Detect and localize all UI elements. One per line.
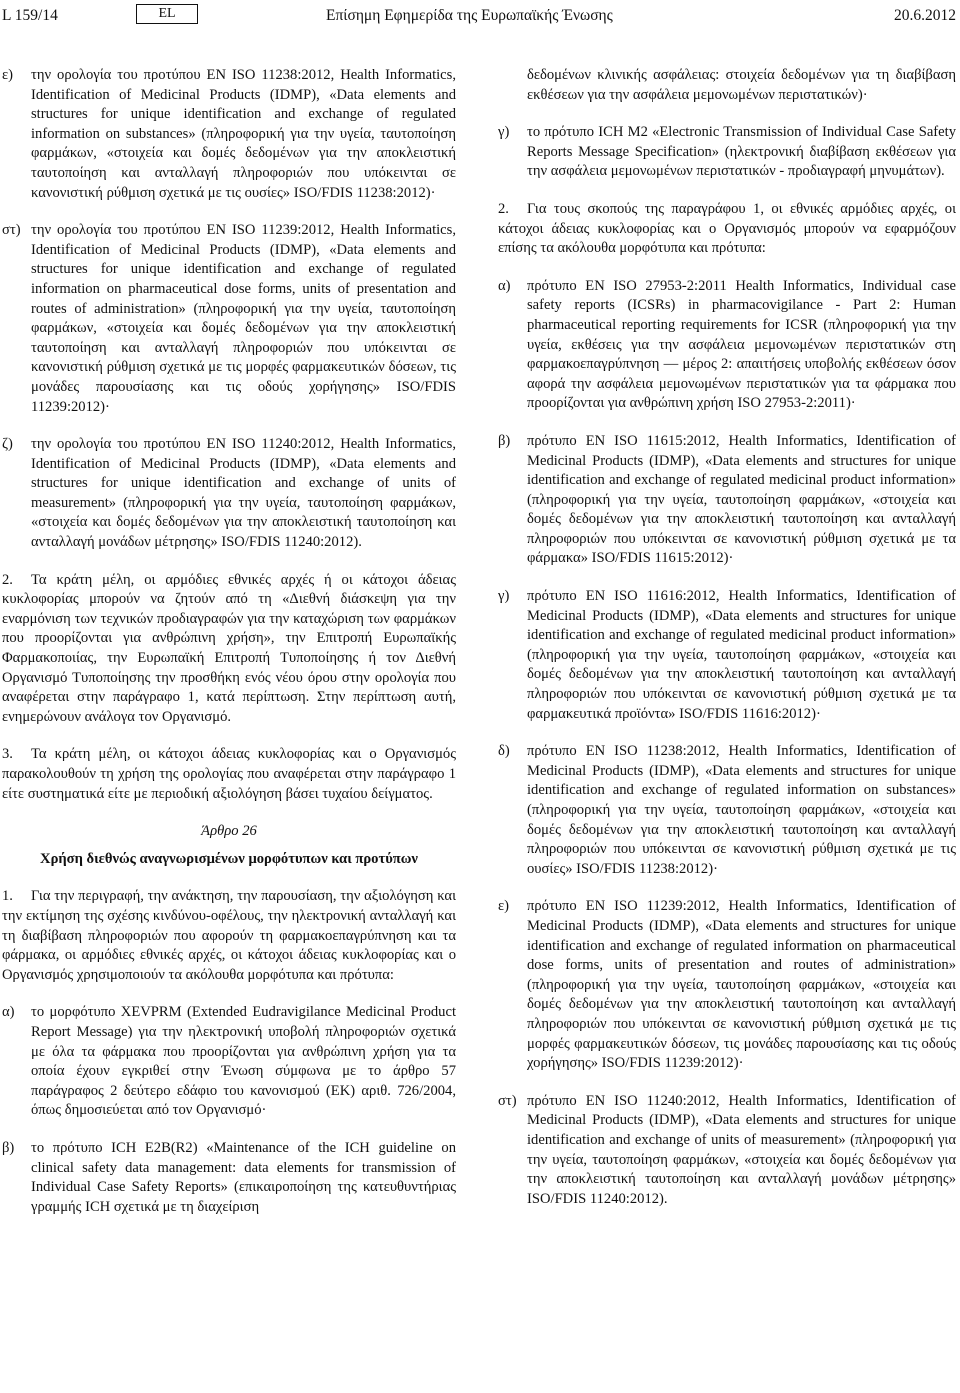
item-text: πρότυπο EN ISO 27953-2:2011 Health Informatics, Individual case safety reports (ICSRs) in pharmacovigilance - Part 2: Human pharmaceutical reporting requirements for ICSR (πληροφορική για την υγεία, εκθέσεις για την ασφάλεια μεμονωμένων περιστατικών στη φαρμακοεπαγρύπνηση — μέρος 2: απαιτήσεις υποβολής εκθέσεων όσον αφορά την ασφάλεια μεμονωμένων περιστατικών για τα φάρμακα που προορίζονται για ανθρώπινη χρήση ISO 27953-2:2011)· <box>527 277 956 412</box>
paragraph-number: 1. <box>2 888 13 905</box>
journal-title: Επίσημη Εφημερίδα της Ευρωπαϊκής Ένωσης <box>326 7 613 24</box>
item-label: στ) <box>2 222 21 239</box>
item-text: την ορολογία του προτύπου EN ISO 11240:2012, Health Informatics, Identification of Medicinal Products (IDMP), «Data elements and structures for unique identification and exchange of units of measurement» (πληροφορική για την υγεία, ταυτοποίηση φαρμάκων, «στοιχεία και δομές δεδομένων για την αποκλειστική ταυτοποίηση και ανταλλαγή μονάδων μέτρησης» ISO/FDIS 11240:2012). <box>31 436 456 551</box>
list-item <box>498 1092 956 1210</box>
language-badge: EL <box>136 4 198 24</box>
item-text: το πρότυπο ICH E2B(R2) «Maintenance of the ICH guideline on clinical safety data management: data elements for transmission of Individual Case Safety Reports» (επικαιροποίηση της κατευθυντήριας γραμμής ICH σχετικά με τη διαχείριση <box>31 1139 456 1215</box>
list-item <box>2 221 456 417</box>
paragraph-text: Τα κράτη μέλη, οι κάτοχοι άδειας κυκλοφορίας και ο Οργανισμός παρακολουθούν τη χρήση της ορολογίας που αναφέρεται στην παράγραφο 1 είτε συστηματικά είτε με περιοδική αξιολόγηση βάσει τυχαίου δείγματος. <box>2 746 456 802</box>
paragraph-text: Για την περιγραφή, την ανάκτηση, την παρουσίαση, την αξιολόγηση και την εκτίμηση της σχέσης κινδύνου-οφέλους, την ηλεκτρονική ανταλλαγή και τη διαβίβαση πληροφοριών που αφορούν τη φαρμακοεπαγρύπνηση και τα φάρμακα, οι αρμόδιες εθνικές αρχές, οι κάτοχοι άδειας κυκλοφορίας και ο Οργανισμός χρησιμοποιούν τα ακόλουθα μορφότυπα και πρότυπα: <box>2 888 456 983</box>
item-label: στ) <box>498 1092 517 1109</box>
item-text: το πρότυπο ICH M2 «Electronic Transmission of Individual Case Safety Reports Message Specification» (ηλεκτρονική διαβίβαση εκθέσεων για την ασφάλεια μεμονωμένων περιστατικών - προδιαγραφή μηνυμάτων). <box>527 124 956 180</box>
article-title: Χρήση διεθνώς αναγνωρισμένων μορφότυπων και προτύπων <box>40 850 418 867</box>
page-reference: L 159/14 <box>2 7 58 24</box>
item-text: πρότυπο EN ISO 11616:2012, Health Informatics, Identification of Medicinal Products (IDMP), «Data elements and structures for unique identification and exchange of regulated medicinal product information» (πληροφορική για την υγεία, ταυτοποίηση φαρμάκων, «στοιχεία και δομές δεδομένων για την αποκλειστική ταυτοποίηση και ανταλλαγή πληροφοριών που υπόκεινται σε κανονιστική ρύθμιση σχετικά με τα φαρμακευτικά προϊόντα» ISO/FDIS 11616:2012)· <box>527 588 956 722</box>
item-label: α) <box>2 1004 15 1021</box>
item-text: πρότυπο EN ISO 11615:2012, Health Informatics, Identification of Medicinal Products (IDMP), «Data elements and structures for unique identification and exchange of regulated medicinal product information» (πληροφορική για την υγεία, ταυτοποίηση φαρμάκων, «στοιχεία και δομές δεδομένων για την αποκλειστική ταυτοποίηση και ανταλλαγή πληροφοριών που υπόκεινται σε κανονιστική ρύθμιση σχετικά με τα φάρμακα» ISO/FDIS 11615:2012)· <box>527 432 956 567</box>
item-label: β) <box>498 432 511 449</box>
list-item <box>2 1003 456 1121</box>
list-item-continuation <box>498 66 956 105</box>
list-item <box>498 432 956 569</box>
paragraph-number: 2. <box>498 200 509 217</box>
article-number: Άρθρο 26 <box>201 823 257 840</box>
item-label: ε) <box>498 898 509 915</box>
item-label: ε) <box>2 67 13 83</box>
list-item <box>498 742 956 879</box>
paragraph-text: Για τους σκοπούς της παραγράφου 1, οι εθνικές αρμόδιες αρχές, οι κάτοχοι άδειας κυκλοφορίας και ο Οργανισμός μπορούν να εφαρμόζουν επίσης τα ακόλουθα μορφότυπα και πρότυπα: <box>498 200 956 257</box>
item-label: γ) <box>498 124 510 141</box>
paragraph <box>2 887 456 985</box>
left-column <box>2 66 456 1235</box>
list-item <box>498 123 956 182</box>
list-item <box>2 1139 456 1217</box>
item-label: α) <box>498 277 511 294</box>
item-label: β) <box>2 1139 15 1156</box>
list-item <box>498 587 956 724</box>
item-label: ζ) <box>2 436 13 453</box>
item-text: το μορφότυπο XEVPRM (Extended Eudravigilance Medicinal Product Report Message) για την ηλεκτρονική υποβολή πληροφοριών σχετικά με όλα τα φάρμακα που προορίζονται για ανθρώπινη χρήση για τα οποία έχουν εγκριθεί στην Ένωση σύμφωνα με το άρθρο 57 παράγραφος 2 δεύτερο εδάφιο του κανονισμού (ΕΚ) αριθ. 726/2004, όπως δημοσιεύεται από τον Οργανισμό· <box>31 1004 456 1119</box>
item-text: δεδομένων κλινικής ασφάλειας: στοιχεία δεδομένων για τη διαβίβαση εκθέσεων για την ασφάλεια μεμονωμένων περιστατικών)· <box>527 67 956 103</box>
item-text: πρότυπο EN ISO 11240:2012, Health Informatics, Identification of Medicinal Products (IDMP), «Data elements and structures for unique identification and exchange of units of measurement» (πληροφορική για την υγεία, ταυτοποίηση φαρμάκων, «στοιχεία και δομές δεδομένων για την αποκλειστική ταυτοποίηση και ανταλλαγή μονάδων μέτρησης» ISO/FDIS 11240:2012). <box>527 1092 956 1207</box>
paragraph-text: Τα κράτη μέλη, οι αρμόδιες εθνικές αρχές ή οι κάτοχοι άδειας κυκλοφορίας μπορούν να ζητούν από τη «Διεθνή διάσκεψη για την εναρμόνιση των τεχνικών προδιαγραφών για την καταχώριση των φαρμάκων που προορίζονται για ανθρώπινη χρήση», την Επιτροπή Ευρωπαϊκής Φαρμακοποιίας, την Ευρωπαϊκή Επιτροπή Τυποποίησης ή τον Διεθνή Οργανισμό Τυποποίησης την προσθήκη ενός νέου όρου στην ορολογία που αναφέρεται στην παράγραφο 1, κατά περίπτωση. Στην περίπτωση αυτή, ενημερώνουν ανάλογα τον Οργανισμό. <box>2 571 456 725</box>
right-column <box>498 66 956 1227</box>
paragraph <box>2 571 456 728</box>
item-text: την ορολογία του προτύπου EN ISO 11239:2012, Health Informatics, Identification of Medicinal Products (IDMP), «Data elements and structures for unique identification and exchange of regulated information on pharmaceutical dose forms, units of presentation and routes of administration» (πληροφορική για την υγεία, ταυτοποίηση φαρμάκων, «στοιχεία και δομές δεδομένων για την αποκλειστική ταυτοποίηση και ανταλλαγή πληροφοριών που υπόκεινται σε κανονιστική ρύθμιση σχετικά με τις μορφές φαρμακευτικών δόσεων, τις μονάδες παρουσίασης και τις οδούς χορήγησης» ISO/FDIS 11239:2012)· <box>31 222 456 415</box>
list-item <box>2 66 456 203</box>
item-text: την ορολογία του προτύπου EN ISO 11238:2012, Health Informatics, Identification of Medicinal Products (IDMP), «Data elements and structures for unique identification and exchange of regulated information on substances» (πληροφορική για την υγεία, ταυτοποίηση φαρμάκων, «στοιχεία και δομές δεδομένων για την αποκλειστική ταυτοποίηση και ανταλλαγή πληροφοριών που υπόκεινται σε κανονιστική ρύθμιση σχετικά με τις ουσίες» ISO/FDIS 11238:2012)· <box>31 67 456 201</box>
paragraph-number: 2. <box>2 571 13 588</box>
item-text: πρότυπο EN ISO 11239:2012, Health Informatics, Identification of Medicinal Products (IDMP), «Data elements and structures for unique identification and exchange of regulated information on pharmaceutical dose forms, units of presentation and routes of administration» (πληροφορική για την υγεία, ταυτοποίηση φαρμάκων, «στοιχεία και δομές δεδομένων για την αποκλειστική ταυτοποίηση και ανταλλαγή πληροφοριών που υπόκεινται σε κανονιστική ρύθμιση σχετικά με τις μορφές φαρμακευτικών δόσεων, τις μονάδες παρουσίασης και τις οδούς χορήγησης» ISO/FDIS 11239:2012)· <box>527 898 956 1072</box>
paragraph-number: 3. <box>2 746 13 763</box>
list-item <box>498 897 956 1073</box>
item-label: δ) <box>498 743 510 760</box>
page-header <box>0 4 960 26</box>
item-text: πρότυπο EN ISO 11238:2012, Health Informatics, Identification of Medicinal Products (IDMP), «Data elements and structures for unique identification and exchange of regulated information on substances» (πληροφορική για την υγεία, ταυτοποίηση φαρμάκων, «στοιχεία και δομές δεδομένων για την αποκλειστική ταυτοποίηση και ανταλλαγή πληροφοριών που υπόκεινται σε κανονιστική ρύθμιση σχετικά με τις ουσίες» ISO/FDIS 11238:2012)· <box>527 743 956 877</box>
item-label: γ) <box>498 588 510 605</box>
publication-date: 20.6.2012 <box>894 7 956 24</box>
paragraph <box>498 200 956 259</box>
list-item <box>2 435 456 553</box>
paragraph <box>2 745 456 804</box>
list-item <box>498 277 956 414</box>
